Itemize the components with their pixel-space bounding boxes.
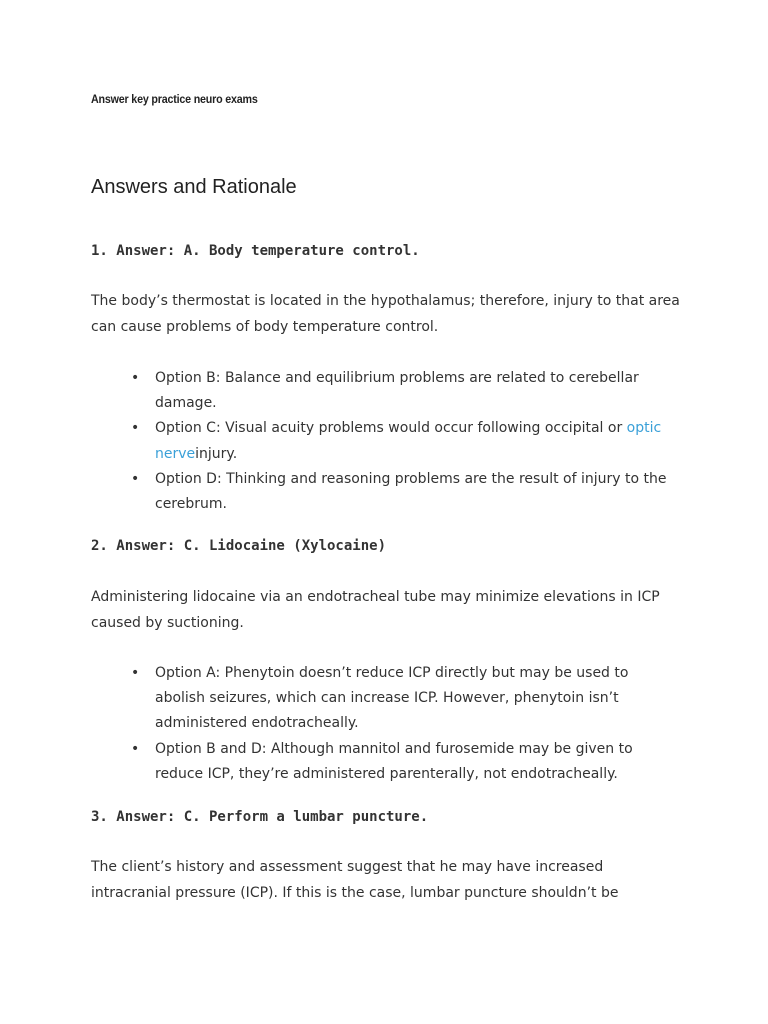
option-text-after: injury. [195,445,238,462]
option-text: Option B: Balance and equilibrium problems are related to cerebellar damage. [155,370,639,412]
answer-1-heading: 1. Answer: A. Body temperature control. [91,243,420,259]
option-text: Option A: Phenytoin doesn’t reduce ICP directly but may be used to abolish seizures, which can increase ICP. However, phenytoin isn’t administered endotracheally. [155,665,629,732]
list-item [91,467,681,517]
list-item [91,416,681,466]
answer-2-rationale: Administering lidocaine via an endotracheal tube may minimize elevations in ICP caused by suctioning. [91,589,660,631]
optic-nerve-link[interactable]: optic nerve [155,420,662,462]
bullet-icon: • [131,370,140,386]
option-text: Option B and D: Although mannitol and furosemide may be given to reduce ICP, they’re administered parenterally, not endotracheally. [155,740,633,782]
option-text: Option D: Thinking and reasoning problems are the result of injury to the cerebrum. [155,470,667,513]
answer-1-rationale: The body’s thermostat is located in the hypothalamus; therefore, injury to that area can cause problems of body temperature control. [91,293,680,335]
answer-2-heading: 2. Answer: C. Lidocaine (Xylocaine) [91,538,387,554]
answer-2-options [91,661,681,787]
document-title: Answer key practice neuro exams [91,94,258,106]
bullet-icon: • [131,420,140,437]
list-item [91,366,681,416]
bullet-icon: • [131,470,140,487]
answer-3-heading: 3. Answer: C. Perform a lumbar puncture. [91,809,429,825]
list-item [91,661,681,737]
bullet-icon: • [131,740,140,757]
answer-3-rationale: The client’s history and assessment suggest that he may have increased intracranial pressure (ICP). If this is the case, lumbar puncture shouldn’t be [91,859,619,901]
option-text: Option C: Visual acuity problems would occur following occipital or [155,420,627,437]
list-item [91,737,681,787]
section-heading: Answers and Rationale [91,176,297,198]
bullet-icon: • [131,665,140,681]
answer-1-options [91,366,681,517]
